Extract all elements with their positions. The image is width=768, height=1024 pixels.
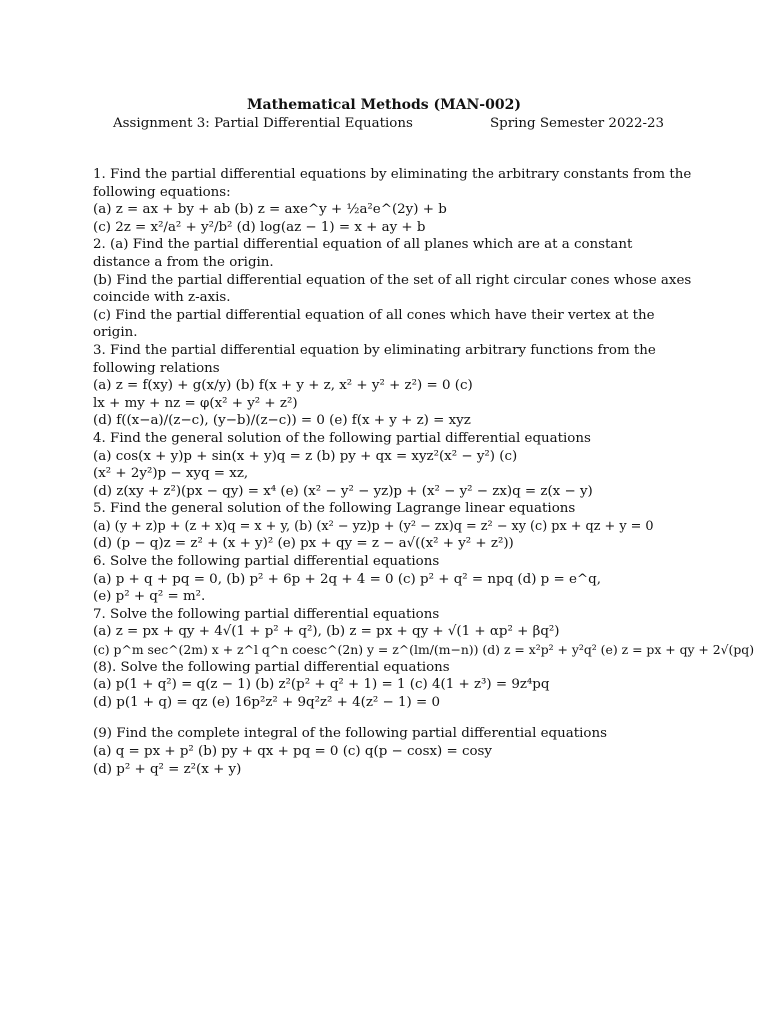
- question-5-de: (d) (p − q)z = z² + (x + y)² (e) px + qy = z − a√((x² + y² + z²)): [93, 536, 514, 552]
- question-5-stem: 5. Find the general solution of the following Lagrange linear equations: [93, 501, 576, 517]
- question-4-stem: 4. Find the general solution of the following partial differential equations: [93, 430, 591, 446]
- question-1-cd: (c) 2z = x²/a² + y²/b² (d) log(az − 1) = x + ay + b: [93, 219, 426, 235]
- question-9-stem: (9) Find the complete integral of the following partial differential equations: [93, 726, 607, 742]
- question-8-de: (d) p(1 + q) = qz (e) 16p²z² + 9q²z² + 4(z² − 1) = 0: [93, 694, 441, 710]
- document-subtitle: [113, 116, 665, 131]
- subtitle-assignment: Assignment 3: Partial Differential Equations: [113, 116, 413, 131]
- question-2c: (c) Find the partial differential equation of all cones which have their vertex at the origin.: [93, 307, 655, 341]
- question-1-stem: 1. Find the partial differential equations by eliminating the arbitrary constants from the following equations:: [93, 167, 692, 200]
- question-4-de: (d) z(xy + z²)(px − qy) = x⁴ (e) (x² − y² − yz)p + (x² − y² − zx)q = z(x − y): [93, 483, 593, 499]
- question-4-abc: (a) cos(x + y)p + sin(x + y)q = z (b) py + qx = xyz²(x² − y²) (c): [93, 448, 518, 464]
- document-body: [93, 166, 755, 778]
- question-3-de: (d) f((x−a)/(z−c), (y−b)/(z−c)) = 0 (e) f(x + y + z) = xyz: [93, 413, 471, 429]
- question-5-abc: (a) (y + z)p + (z + x)q = x + y, (b) (x² − yz)p + (y² − zx)q = z² − xy (c) px + qz + y = 0: [93, 518, 654, 534]
- question-1-ab: (a) z = ax + by + ab (b) z = axe^y + ½a²e^(2y) + b: [93, 202, 447, 218]
- question-9-d: (d) p² + q² = z²(x + y): [93, 761, 242, 777]
- question-8-stem: (8). Solve the following partial differential equations: [93, 659, 450, 675]
- question-8-abc: (a) p(1 + q²) = q(z − 1) (b) z²(p² + q² + 1) = 1 (c) 4(1 + z³) = 9z⁴pq: [93, 677, 550, 693]
- question-3-abc: (a) z = f(xy) + g(x/y) (b) f(x + y + z, x² + y² + z²) = 0 (c): [93, 378, 473, 394]
- question-6-abcd: (a) p + q + pq = 0, (b) p² + 6p + 2q + 4 = 0 (c) p² + q² = npq (d) p = e^q,: [93, 571, 601, 587]
- question-7-stem: 7. Solve the following partial differential equations: [93, 606, 440, 622]
- question-6-e: (e) p² + q² = m².: [93, 589, 206, 605]
- question-7-cde: (c) p^m sec^(2m) x + z^l q^n coesc^(2n) y = z^(lm/(m−n)) (d) z = x²p² + y²q² (e) z = px + qy + 2√(pq): [93, 642, 755, 658]
- question-6-stem: 6. Solve the following partial differential equations: [93, 554, 440, 570]
- document-title: Mathematical Methods (MAN-002): [247, 97, 521, 113]
- question-3-stem: 3. Find the partial differential equation by eliminating arbitrary functions from the following relations: [93, 342, 656, 376]
- subtitle-semester: Spring Semester 2022-23: [490, 116, 665, 131]
- question-2a: 2. (a) Find the partial differential equation of all planes which are at a constant distance a from the origin.: [93, 237, 633, 270]
- question-3-c-cont: lx + my + nz = φ(x² + y² + z²): [93, 395, 298, 411]
- question-4-c-cont: (x² + 2y²)p − xyq = xz,: [93, 466, 249, 482]
- question-2b: (b) Find the partial differential equation of the set of all right circular cones whose axes coincide with z-axis.: [93, 272, 692, 306]
- question-9-abc: (a) q = px + p² (b) py + qx + pq = 0 (c) q(p − cosx) = cosy: [93, 744, 492, 759]
- question-7-ab: (a) z = px + qy + 4√(1 + p² + q²), (b) z = px + qy + √(1 + αp² + βq²): [93, 624, 560, 640]
